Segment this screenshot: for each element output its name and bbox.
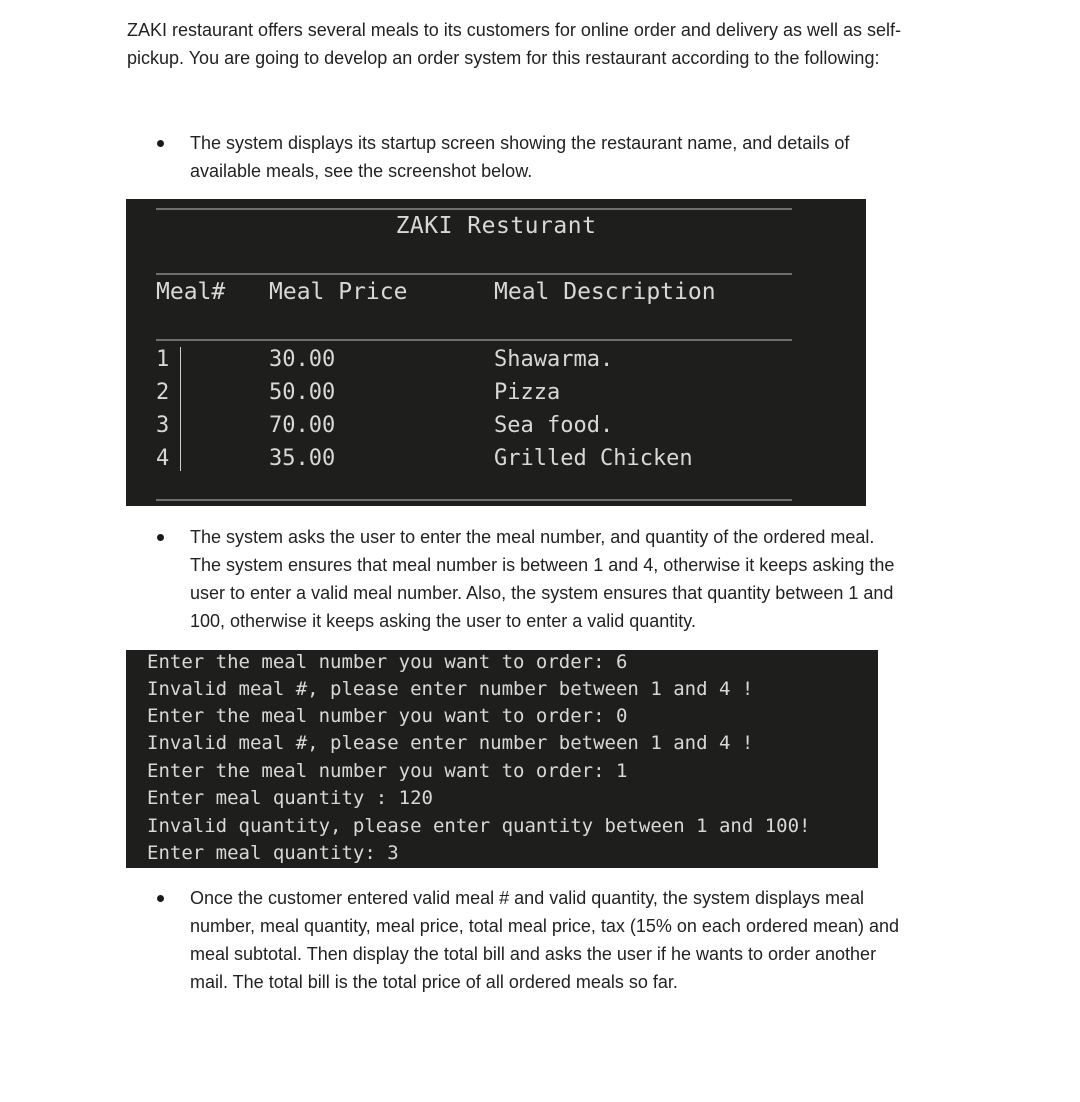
bullet-line: The system displays its startup screen showing the restaurant name, and details of xyxy=(190,133,850,153)
bullet-line: user to enter a valid meal number. Also, the system ensures that quantity between 1 and xyxy=(190,583,894,603)
console-line: Enter the meal number you want to order: 6 xyxy=(147,651,628,673)
meal-number: 2 xyxy=(156,380,170,405)
bullet-text xyxy=(190,884,954,996)
intro-paragraph xyxy=(127,16,967,72)
header-meal-number: Meal# xyxy=(156,279,226,305)
divider xyxy=(156,339,792,341)
console-line: Enter meal quantity : 120 xyxy=(147,787,433,809)
bullet-line: number, meal quantity, meal price, total meal price, tax (15% on each ordered mean) and xyxy=(190,916,900,936)
console-line: Invalid quantity, please enter quantity between 1 and 100! xyxy=(147,815,811,837)
meal-description: Shawarma. xyxy=(494,347,614,372)
meal-number: 3 xyxy=(156,413,170,438)
bullet-line: mail. The total bill is the total price of all ordered meals so far. xyxy=(190,972,678,992)
console-line: Invalid meal #, please enter number between 1 and 4 ! xyxy=(147,678,754,700)
divider xyxy=(156,208,792,210)
bullet-dot-icon xyxy=(157,140,164,147)
intro-line: ZAKI restaurant offers several meals to its customers for online order and delivery as well as self- xyxy=(127,20,901,40)
restaurant-title: ZAKI Resturant xyxy=(395,213,597,239)
console-line: Invalid meal #, please enter number between 1 and 4 ! xyxy=(147,732,754,754)
meal-price: 70.00 xyxy=(269,413,336,438)
bullet-line: The system ensures that meal number is between 1 and 4, otherwise it keeps asking the xyxy=(190,555,895,575)
bullet-text xyxy=(190,129,954,185)
divider xyxy=(156,499,792,501)
bullet-dot-icon xyxy=(157,895,164,902)
bullet-dot-icon xyxy=(157,534,164,541)
meal-number: 4 xyxy=(156,446,170,471)
bullet-line: The system asks the user to enter the meal number, and quantity of the ordered meal. xyxy=(190,527,875,547)
line-number-gutter xyxy=(180,347,181,471)
meal-description: Sea food. xyxy=(494,413,614,438)
console-line: Enter the meal number you want to order: 0 xyxy=(147,705,628,727)
header-meal-price: Meal Price xyxy=(269,279,408,305)
intro-line: pickup. You are going to develop an order system for this restaurant according to the following: xyxy=(127,48,880,68)
meal-number: 1 xyxy=(156,347,170,372)
bullet-line: meal subtotal. Then display the total bill and asks the user if he wants to order another xyxy=(190,944,877,964)
console-line: Enter the meal number you want to order: 1 xyxy=(147,760,628,782)
meal-price: 35.00 xyxy=(269,446,336,471)
console-screenshot xyxy=(126,650,878,868)
meal-price: 30.00 xyxy=(269,347,336,372)
meal-description: Grilled Chicken xyxy=(494,446,693,471)
meal-price: 50.00 xyxy=(269,380,336,405)
bullet-line: 100, otherwise it keeps asking the user to enter a valid quantity. xyxy=(190,611,696,631)
menu-screenshot xyxy=(126,199,866,506)
bullet-line: Once the customer entered valid meal # and valid quantity, the system displays meal xyxy=(190,888,865,908)
bullet-text xyxy=(190,523,954,635)
divider xyxy=(156,273,792,275)
meal-description: Pizza xyxy=(494,380,561,405)
console-line: Enter meal quantity: 3 xyxy=(147,842,399,864)
header-meal-description: Meal Description xyxy=(494,279,716,305)
bullet-line: available meals, see the screenshot below. xyxy=(190,161,533,181)
